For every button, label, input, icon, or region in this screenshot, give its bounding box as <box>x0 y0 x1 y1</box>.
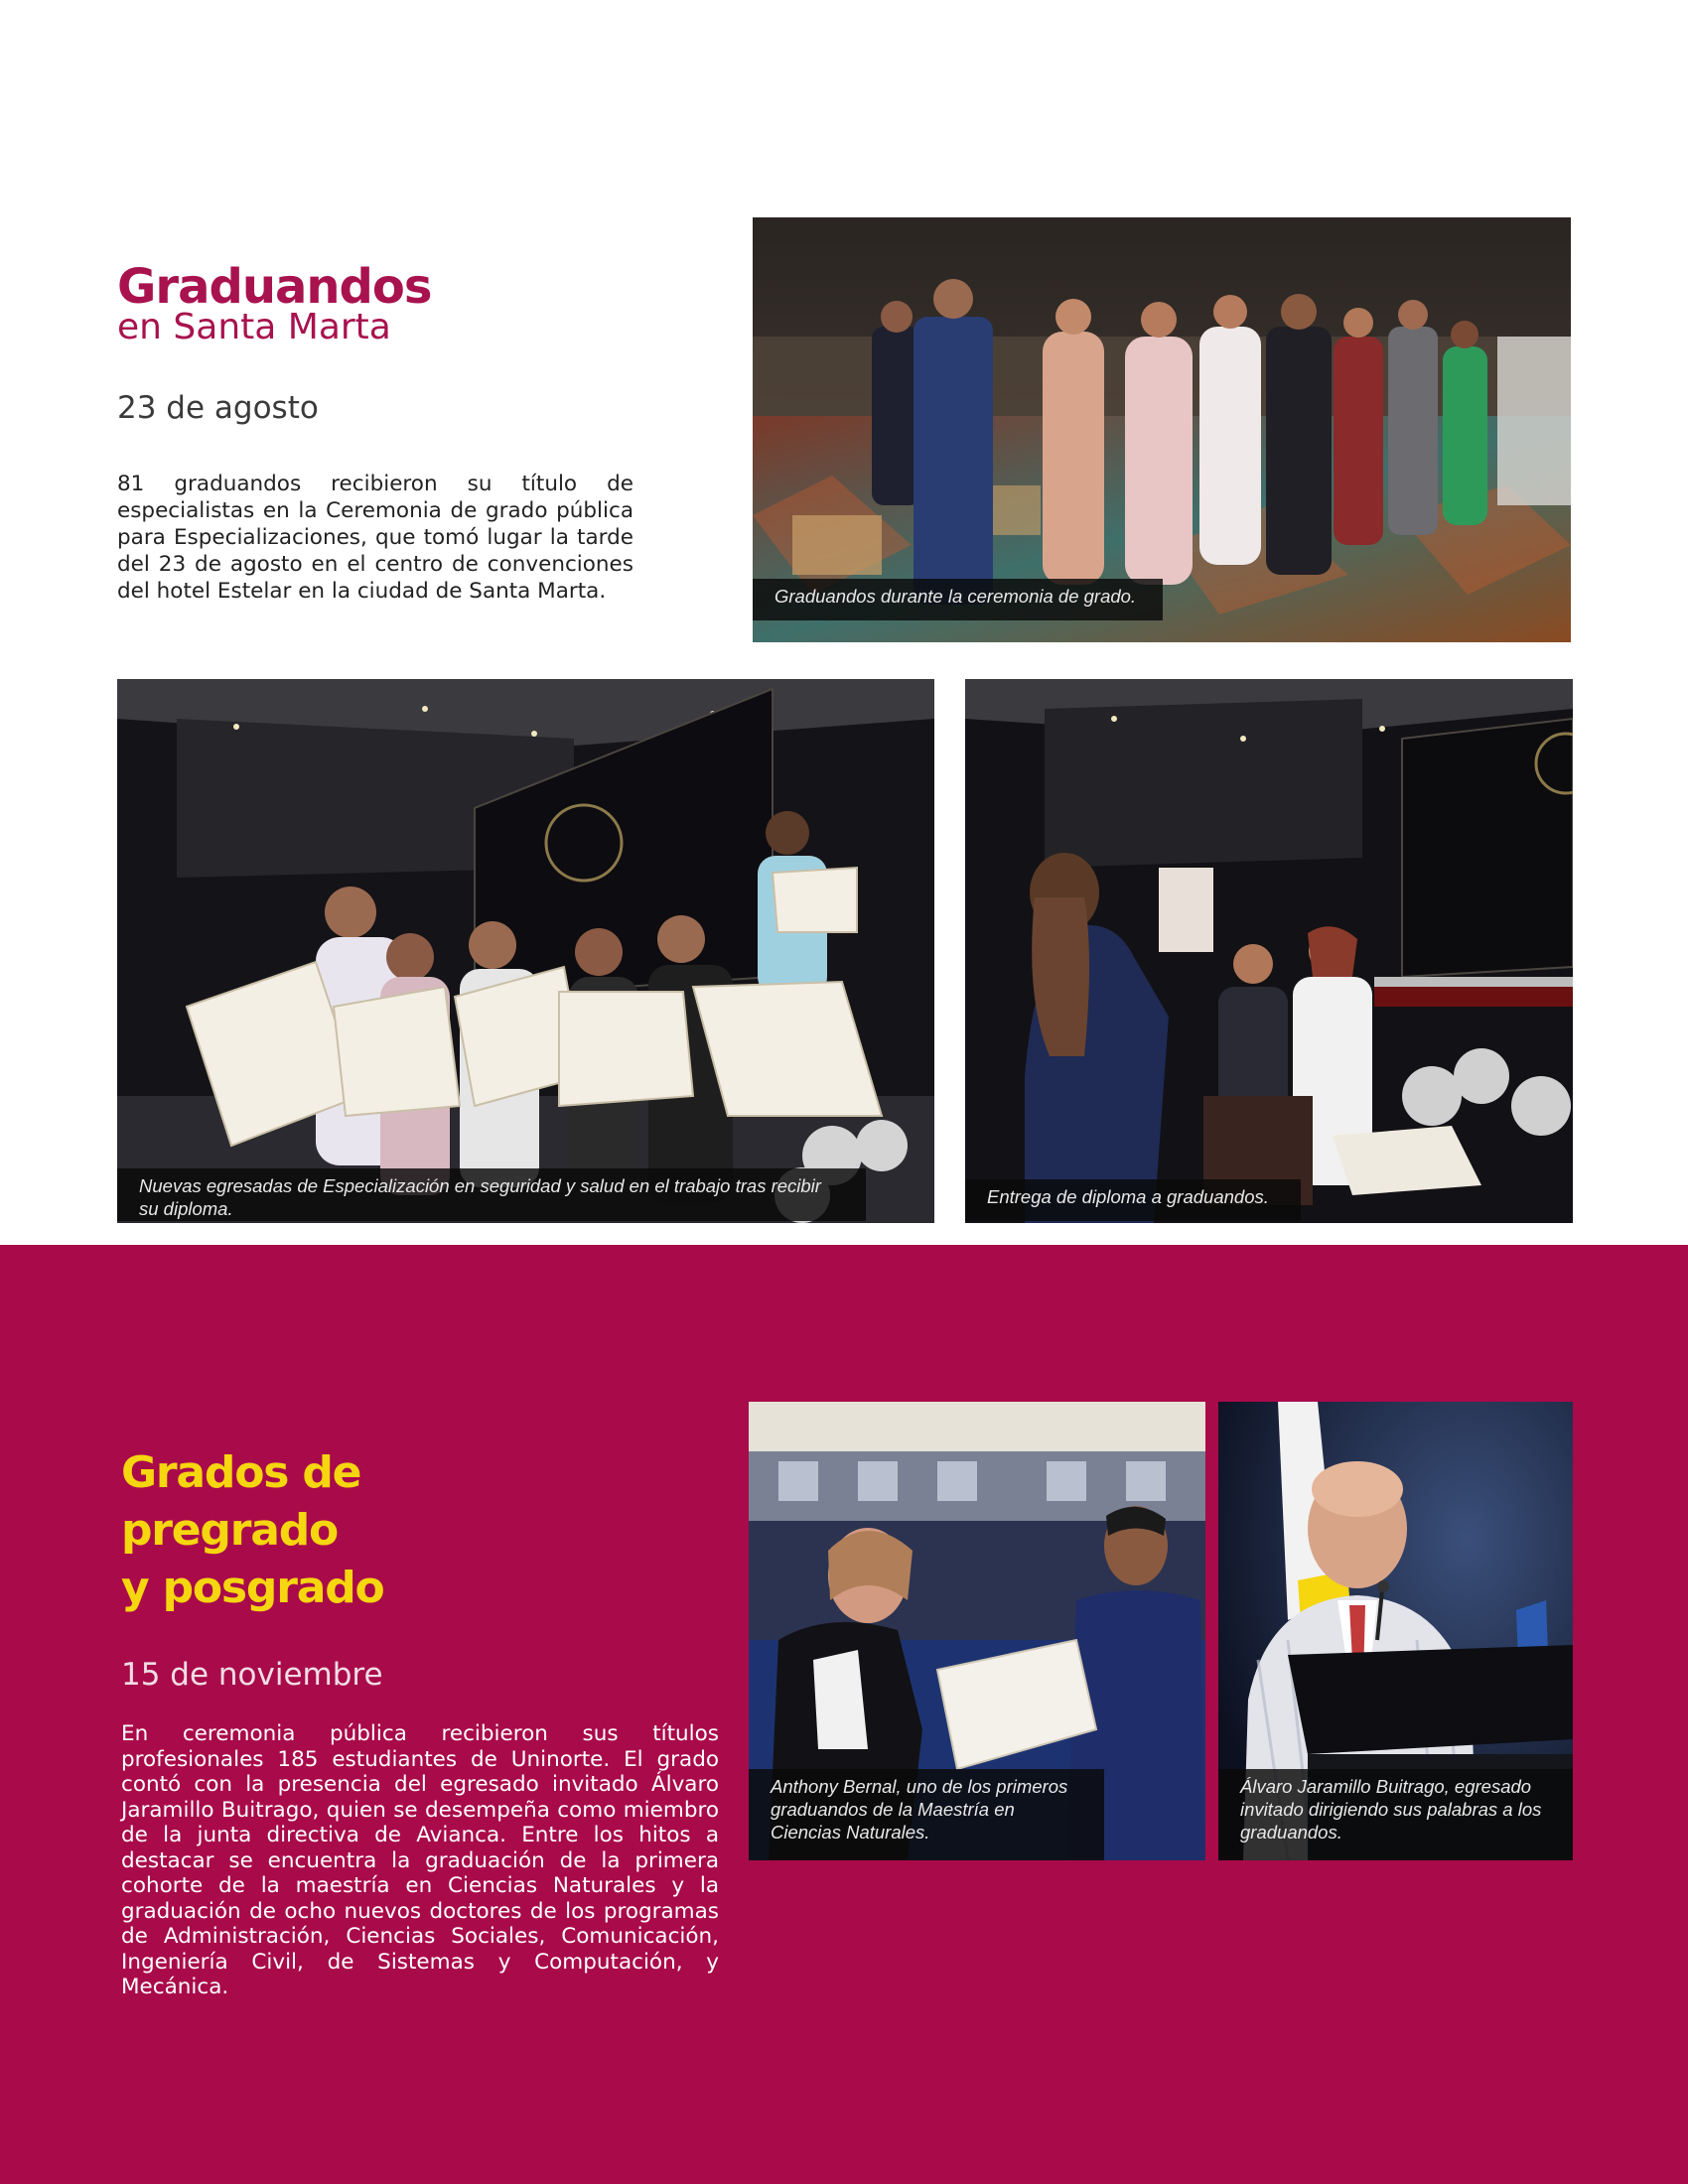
section2-title-line1: Grados de <box>121 1447 361 1498</box>
photo-anthony-bernal <box>749 1402 1205 1860</box>
section2-body: En ceremonia pública recibieron sus títulos profesionales 185 estudiantes de Uninorte. El grado contó con la presencia del egresado invitado Álvaro Jaramillo Buitrago, quien se desempeña como miembro de la junta directiva de Avianca. Entre los hitos a destacar se encuentra la graduación de la primera cohorte de la maestría en Ciencias Naturales y la graduación de ocho nuevos doctores de los programas de Administración, Ciencias Sociales, Comunicación, Ingeniería Civil, de Sistemas y Computación, y Mecánica. <box>121 1721 719 1999</box>
section2-title <box>121 1444 558 1617</box>
section1-date: 23 de agosto <box>117 390 319 426</box>
photo-alvaro-jaramillo <box>1218 1402 1573 1860</box>
section2-title-line3: y posgrado <box>121 1563 384 1613</box>
photo-caption: Nuevas egresadas de Especialización en seguridad y salud en el trabajo tras recibir su diploma. <box>117 1168 866 1221</box>
photo-graduates-ceremony <box>753 217 1571 642</box>
photo-caption: Entrega de diploma a graduandos. <box>965 1179 1301 1221</box>
photo-graduates-diplomas-image <box>117 679 934 1223</box>
photo-caption: Anthony Bernal, uno de los primeros graduandos de la Maestría en Ciencias Naturales. <box>749 1769 1104 1860</box>
photo-caption: Álvaro Jaramillo Buitrago, egresado invitado dirigiendo sus palabras a los graduandos. <box>1218 1769 1573 1860</box>
section1-subtitle: en Santa Marta <box>117 307 391 347</box>
photo-diploma-handover-image <box>965 679 1573 1223</box>
photo-caption: Graduandos durante la ceremonia de grado. <box>753 579 1163 620</box>
photo-diploma-handover <box>965 679 1573 1223</box>
section2-date: 15 de noviembre <box>121 1657 383 1693</box>
section1-title: Graduandos <box>117 259 432 315</box>
section2-title-line2: pregrado <box>121 1505 339 1556</box>
photo-graduates-diplomas <box>117 679 934 1223</box>
section1-body: 81 graduandos recibieron su título de especialistas en la Ceremonia de grado pública para Especializaciones, que tomó lugar la tarde del 23 de agosto en el centro de convenciones del hotel Estelar en la ciudad de Santa Marta. <box>117 472 633 604</box>
